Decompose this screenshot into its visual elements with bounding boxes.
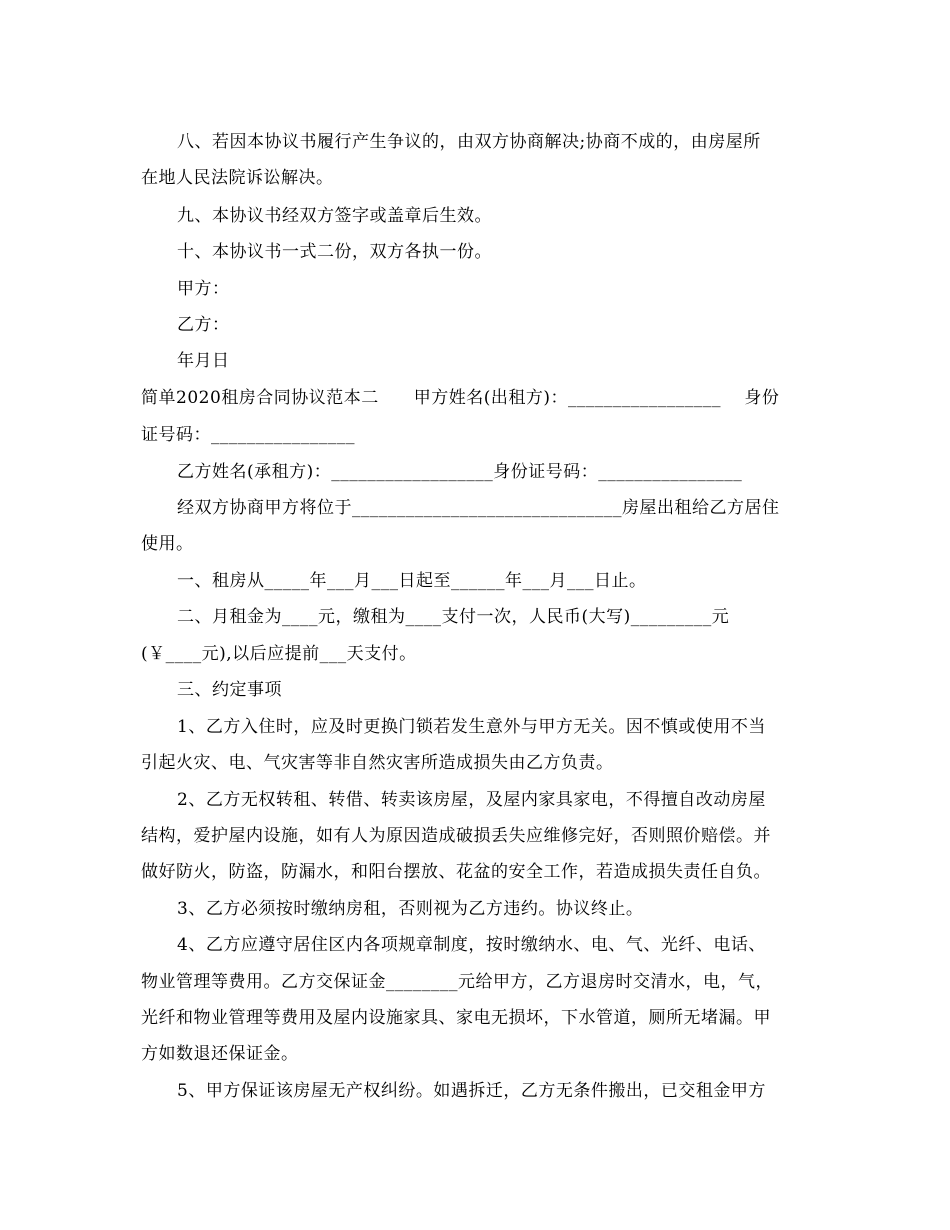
rent-line-2: (￥____元),以后应提前___天支付。 — [141, 644, 417, 664]
item-2-line-2: 结构，爱护屋内设施，如有人为原因造成破损丢失应维修完好，否则照价赔偿。并 — [141, 826, 771, 846]
party-b-label: 乙方： — [177, 315, 230, 335]
clause-9: 九、本协议书经双方签字或盖章后生效。 — [177, 206, 492, 226]
item-1-line-2: 引起火灾、电、气灾害等非自然灾害所造成损失由乙方负责。 — [141, 753, 614, 773]
date-label: 年月日 — [177, 351, 230, 371]
location-line-2: 使用。 — [141, 534, 194, 554]
contract-2-heading-line: 简单2020租房合同协议范本二 甲方姓名(出租方)：_________________ 身份 — [141, 388, 780, 408]
item-4-line-2: 物业管理等费用。乙方交保证金________元给甲方，乙方退房时交清水，电，气， — [141, 972, 773, 992]
item-4-line-4: 方如数退还保证金。 — [141, 1044, 299, 1064]
section-3-heading: 三、约定事项 — [177, 680, 282, 700]
id-number-line: 证号码：________________ — [141, 425, 355, 445]
clause-8-line-2: 在地人民法院诉讼解决。 — [141, 168, 334, 188]
rent-line-1: 二、月租金为____元，缴租为____支付一次，人民币(大写)_________元 — [177, 607, 730, 627]
party-a-label: 甲方： — [177, 279, 230, 299]
clause-10: 十、本协议书一式二份，双方各执一份。 — [177, 242, 492, 262]
party-b-name-line: 乙方姓名(承租方)：__________________身份证号码：________________ — [177, 462, 743, 482]
item-2-line-3: 做好防火，防盗，防漏水，和阳台摆放、花盆的安全工作，若造成损失责任自负。 — [141, 862, 771, 882]
clause-8-line-1: 八、若因本协议书履行产生争议的，由双方协商解决;协商不成的，由房屋所 — [177, 132, 761, 152]
item-2-line-1: 2、乙方无权转租、转借、转卖该房屋，及屋内家具家电，不得擅自改动房屋 — [177, 790, 766, 810]
rental-period-line: 一、租房从_____年___月___日起至______年___月___日止。 — [177, 571, 647, 591]
item-1-line-1: 1、乙方入住时，应及时更换门锁若发生意外与甲方无关。因不慎或使用不当 — [177, 717, 766, 737]
item-3: 3、乙方必须按时缴纳房租，否则视为乙方违约。协议终止。 — [177, 899, 644, 919]
item-4-line-1: 4、乙方应遵守居住区内各项规章制度，按时缴纳水、电、气、光纤、电话、 — [177, 935, 766, 955]
item-4-line-3: 光纤和物业管理等费用及屋内设施家具、家电无损坏，下水管道，厕所无堵漏。甲 — [141, 1008, 771, 1028]
item-5-line-1: 5、甲方保证该房屋无产权纠纷。如遇拆迁，乙方无条件搬出，已交租金甲方 — [177, 1081, 766, 1101]
location-line-1: 经双方协商甲方将位于______________________________房屋出租给乙方居住 — [177, 498, 780, 518]
